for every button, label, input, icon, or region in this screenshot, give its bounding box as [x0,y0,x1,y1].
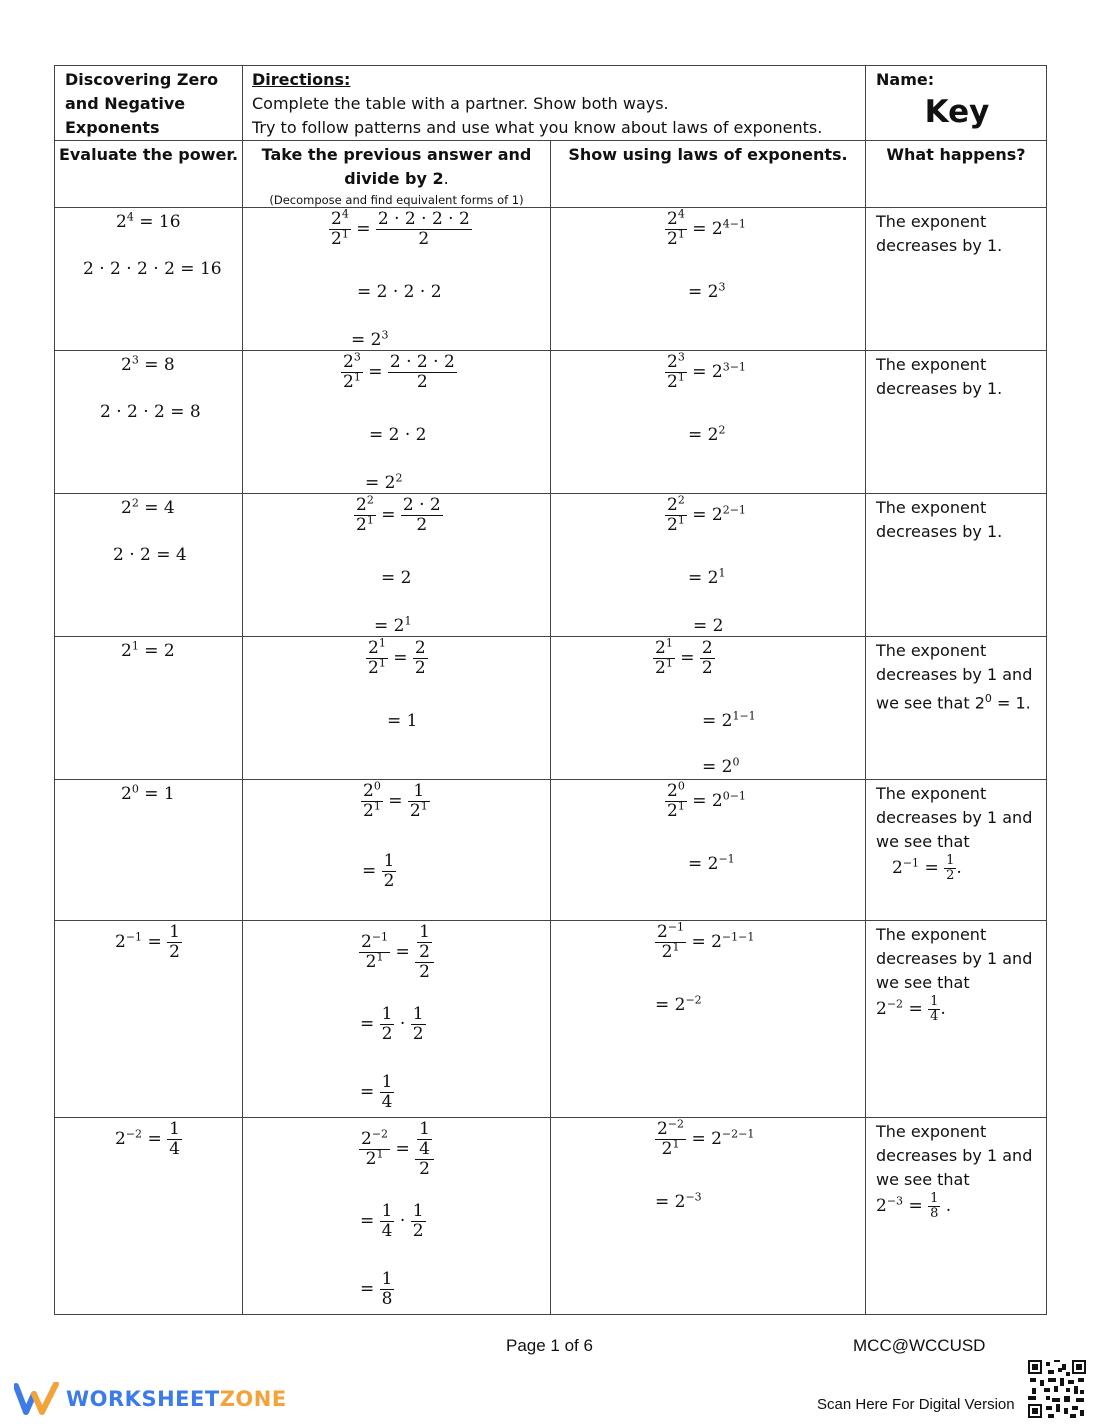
column-header-divide: Take the previous answer and divide by 2. (Decompose and find equivalent forms of 1) [243,141,551,208]
answer-key-label: Key [924,94,990,130]
table-row [55,494,1047,637]
column-header-note: (Decompose and find equivalent forms of 1) [269,193,524,207]
evaluate-cell: $2^{-1}$ = $\frac{1}{2}$ [55,921,243,1118]
divide-cell: $\frac{2^1}{2^1}$ = $\frac{2}{2}$ = 1 [243,637,551,780]
what-happens-cell: The exponent decreases by 1 and we see that $2^0 = 1$. [866,637,1047,780]
organization-label: MCC@WCCUSD [853,1336,986,1355]
laws-cell: $\frac{2^4}{2^1}$ = $2^{4-1}$ = $2^3$ [551,208,866,351]
divide-cell: $\frac{2^0}{2^1}$ = $\frac{1}{2^1}$ = $\frac{1}{2}$ [243,780,551,921]
column-header-text: divide by 2 [344,169,444,188]
what-happens-cell: The exponent decreases by 1 and we see that $2^{-2}$ = $\frac{1}{4}$ . [866,921,1047,1118]
what-happens-cell: The exponent decreases by 1. [866,208,1047,351]
name-label: Name: [876,70,935,89]
evaluate-cell: $2^3 = 8$ 2 · 2 · 2 = 8 [55,351,243,494]
divide-cell: $\frac{2^4}{2^1}$ = $\frac{2 \cdot 2 \cdot 2 \cdot 2}{2}$ = 2 · 2 · 2 = $2^3$ [243,208,551,351]
title-line: Discovering Zero [65,70,219,89]
laws-cell: $\frac{2^{-1}}{2^1}$ = $2^{-1-1}$ = $2^{-2}$ [551,921,866,1118]
evaluate-cell: $2^0 = 1$ [55,780,243,921]
laws-cell: $\frac{2^0}{2^1}$ = $2^{0-1}$ = $2^{-1}$ [551,780,866,921]
evaluate-cell: $2^4 = 16$ 2 · 2 · 2 · 2 = 16 [55,208,243,351]
table-row [55,637,1047,780]
table-row [55,921,1047,1118]
divide-cell: $\frac{2^3}{2^1}$ = $\frac{2 \cdot 2 \cdot 2}{2}$ = 2 · 2 = $2^2$ [243,351,551,494]
column-header-text: Take the previous answer and [261,145,532,164]
evaluate-cell: $2^2 = 4$ 2 · 2 = 4 [55,494,243,637]
column-header-evaluate: Evaluate the power. [55,141,243,208]
laws-cell: $\frac{2^2}{2^1}$ = $2^{2-1}$ = $2^1$ = 2 [551,494,866,637]
divide-cell: $\frac{2^2}{2^1}$ = $\frac{2 \cdot 2}{2}$ = 2 = $2^1$ [243,494,551,637]
table-row [55,351,1047,494]
logo-w-icon [14,1382,60,1416]
directions-line: Try to follow patterns and use what you know about laws of exponents. [252,118,823,137]
directions-label: Directions: [252,70,351,89]
worksheet-title [55,66,243,141]
what-happens-cell: The exponent decreases by 1 and we see that $2^{-3}$ = $\frac{1}{8}$ . [866,1118,1047,1315]
evaluate-cell: $2^1 = 2$ [55,637,243,780]
laws-cell: $\frac{2^{-2}}{2^1}$ = $2^{-2-1}$ = $2^{-3}$ [551,1118,866,1315]
directions-line: Complete the table with a partner. Show both ways. [252,94,669,113]
divide-cell: $\frac{2^{-2}}{2^1}$ = $\frac{\frac{1}{4}}{2}$ = $\frac{1}{4}$ · $\frac{1}{2}$ = $\frac{1}{8}$ [243,1118,551,1315]
qr-code-icon[interactable] [1028,1360,1086,1418]
evaluate-cell: $2^{-2}$ = $\frac{1}{4}$ [55,1118,243,1315]
laws-cell: $\frac{2^1}{2^1}$ = $\frac{2}{2}$ = $2^{1-1}$ = $2^0$ [551,637,866,780]
name-box [866,66,1047,141]
what-happens-cell: The exponent decreases by 1 and we see that $2^{-1}$ = $\frac{1}{2}$ . [866,780,1047,921]
table-row [55,208,1047,351]
page-number: Page 1 of 6 [506,1336,593,1355]
worksheet-table [54,65,1047,1315]
table-row [55,780,1047,921]
column-header-laws: Show using laws of exponents. [551,141,866,208]
title-line: and Negative [65,94,186,113]
directions [243,66,866,141]
worksheetzone-logo[interactable]: WORKSHEETZONE [14,1382,287,1416]
laws-cell: $\frac{2^3}{2^1}$ = $2^{3-1}$ = $2^2$ [551,351,866,494]
scan-caption: Scan Here For Digital Version [817,1396,1015,1413]
what-happens-cell: The exponent decreases by 1. [866,494,1047,637]
title-line: Exponents [65,118,160,137]
divide-cell: $\frac{2^{-1}}{2^1}$ = $\frac{\frac{1}{2}}{2}$ = $\frac{1}{2}$ · $\frac{1}{2}$ = $\frac{1}{4}$ [243,921,551,1118]
table-row [55,1118,1047,1315]
column-header-what-happens: What happens? [866,141,1047,208]
what-happens-cell: The exponent decreases by 1. [866,351,1047,494]
